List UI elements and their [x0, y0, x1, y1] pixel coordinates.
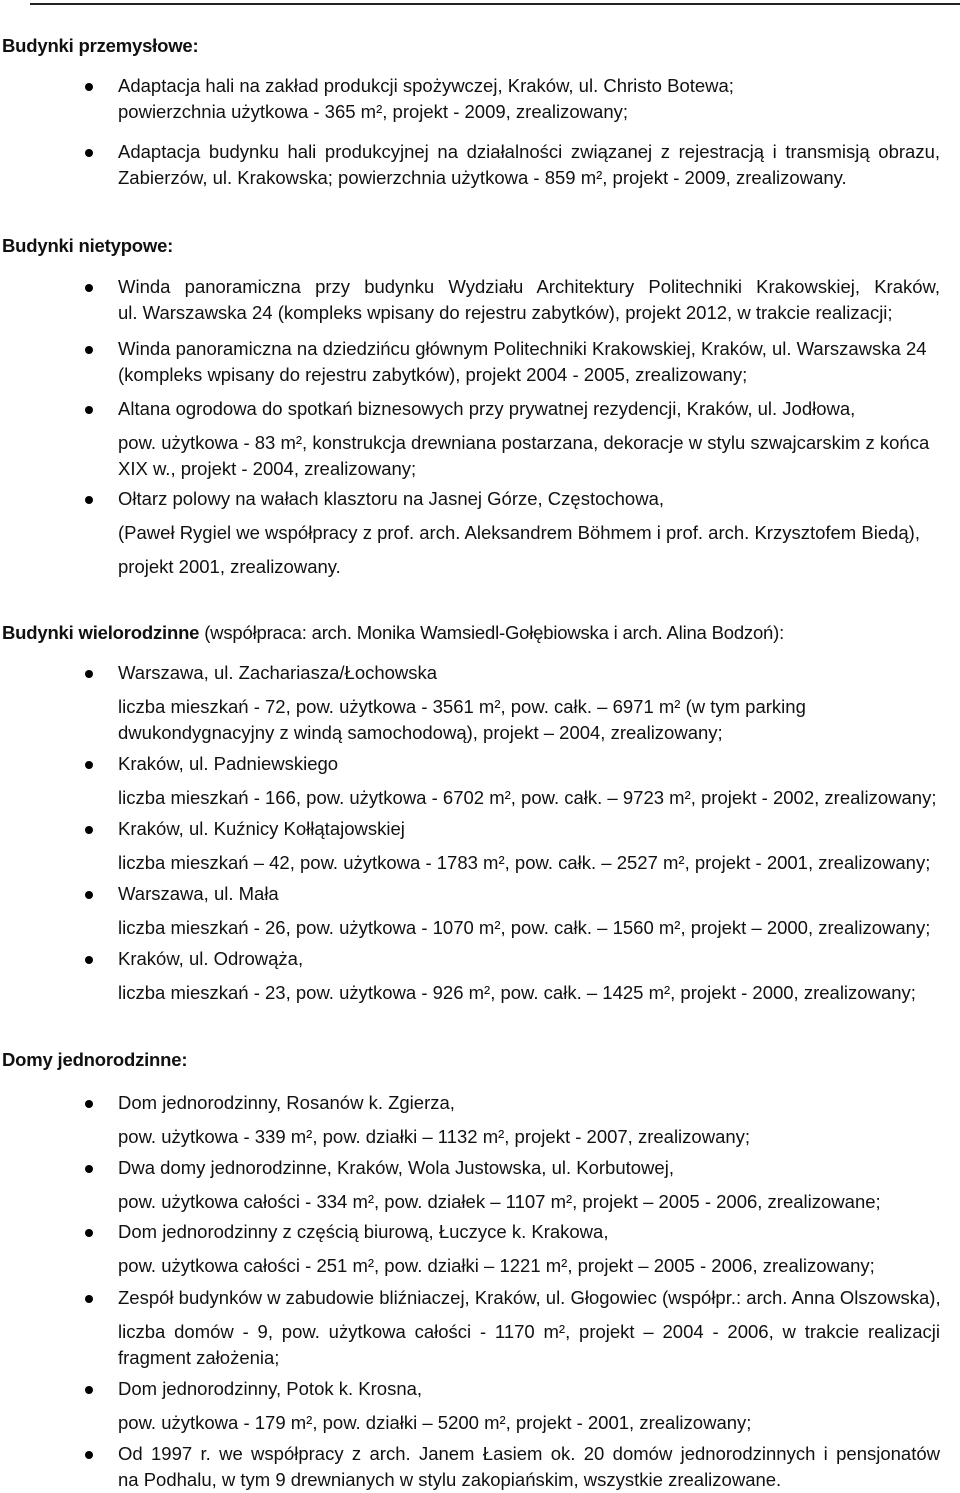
item-line: pow. użytkowa całości - 334 m², pow. działek – 1107 m², projekt – 2005 - 2006, zrealizowane;	[118, 1191, 881, 1212]
bullet-icon	[85, 956, 93, 964]
item-line: Adaptacja hali na zakład produkcji spożywczej, Kraków, ul. Christo Botewa;	[118, 75, 734, 96]
item-line: Od 1997 r. we współpracy z arch. Janem Łasiem ok. 20 domów jednorodzinnych i pensjonatów	[118, 1443, 940, 1464]
item-line: dwukondygnacyjny z windą samochodową), projekt – 2004, zrealizowany;	[118, 722, 723, 743]
item-line: Dom jednorodzinny, Potok k. Krosna,	[118, 1378, 423, 1399]
bullet-icon	[85, 1451, 93, 1459]
list-item	[118, 486, 940, 580]
bullet-icon	[85, 496, 93, 504]
bullet-icon	[85, 761, 93, 769]
list-item	[118, 751, 940, 811]
item-line: Kraków, ul. Kuźnicy Kołłątajowskiej	[118, 818, 405, 839]
section-heading-industrial: Budynki przemysłowe:	[2, 35, 199, 56]
item-line: Dom jednorodzinny z częścią biurową, Łuczyce k. Krakowa,	[118, 1221, 609, 1242]
list-item	[118, 881, 940, 941]
item-line: pow. użytkowa całości - 251 m², pow. działki – 1221 m², projekt – 2005 - 2006, zrealizowany;	[118, 1255, 875, 1276]
list-item	[118, 1376, 940, 1436]
item-line: liczba mieszkań - 166, pow. użytkowa - 6702 m², pow. całk. – 9723 m², projekt - 2002, zrealizowany;	[118, 787, 937, 808]
bullet-icon	[85, 1100, 93, 1108]
item-line: Winda panoramiczna przy budynku Wydziału Architektury Politechniki Krakowskiej, Kraków,	[118, 276, 940, 297]
list-item	[118, 660, 940, 746]
item-line: fragment założenia;	[118, 1347, 280, 1368]
item-line: (Paweł Rygiel we współpracy z prof. arch. Aleksandrem Böhmem i prof. arch. Krzysztofem Biedą),	[118, 522, 920, 543]
item-line: Adaptacja budynku hali produkcyjnej na działalności związanej z rejestracją i transmisją obrazu,	[118, 141, 940, 162]
item-line: liczba mieszkań - 23, pow. użytkowa - 926 m², pow. całk. – 1425 m², projekt - 2000, zrealizowany;	[118, 982, 916, 1003]
bullet-icon	[85, 406, 93, 414]
list-item	[118, 139, 940, 191]
section-heading-text: Budynki wielorodzinne	[2, 622, 200, 643]
section-heading-unusual: Budynki nietypowe:	[2, 235, 174, 256]
item-line: (kompleks wpisany do rejestru zabytków), projekt 2004 - 2005, zrealizowany;	[118, 364, 748, 385]
bullet-icon	[85, 891, 93, 899]
item-line: pow. użytkowa - 179 m², pow. działki – 5200 m², projekt - 2001, zrealizowany;	[118, 1412, 752, 1433]
list-item	[118, 73, 940, 125]
top-rule	[30, 3, 960, 5]
item-line: Winda panoramiczna na dziedzińcu głównym Politechniki Krakowskiej, Kraków, ul. Warszawska 24	[118, 338, 927, 359]
bullet-icon	[85, 670, 93, 678]
item-line: liczba mieszkań – 42, pow. użytkowa - 1783 m², pow. całk. – 2527 m², projekt - 2001, zrealizowany;	[118, 852, 931, 873]
list-item	[118, 946, 940, 1006]
list-item	[118, 1155, 940, 1215]
item-line: liczba mieszkań - 72, pow. użytkowa - 3561 m², pow. całk. – 6971 m² (w tym parking	[118, 696, 806, 717]
item-line: na Podhalu, w tym 9 drewnianych w stylu zakopiańskim, wszystkie zrealizowane.	[118, 1469, 782, 1490]
bullet-icon	[85, 83, 93, 91]
item-line: Warszawa, ul. Mała	[118, 883, 279, 904]
bullet-icon	[85, 1295, 93, 1303]
item-line: Altana ogrodowa do spotkań biznesowych przy prywatnej rezydencji, Kraków, ul. Jodłowa,	[118, 398, 856, 419]
list-item	[118, 1090, 940, 1150]
item-line: pow. użytkowa - 83 m², konstrukcja drewniana postarzana, dekoracje w stylu szwajcarskim z końca	[118, 432, 930, 453]
item-line: Ołtarz polowy na wałach klasztoru na Jasnej Górze, Częstochowa,	[118, 488, 665, 509]
bullet-icon	[85, 346, 93, 354]
bullet-icon	[85, 826, 93, 834]
list-item	[118, 1285, 940, 1371]
item-line: Zabierzów, ul. Krakowska; powierzchnia użytkowa - 859 m², projekt - 2009, zrealizowany.	[118, 167, 847, 188]
item-line: ul. Warszawska 24 (kompleks wpisany do rejestru zabytków), projekt 2012, w trakcie realizacji;	[118, 302, 893, 323]
item-line: powierzchnia użytkowa - 365 m², projekt - 2009, zrealizowany;	[118, 101, 629, 122]
bullet-icon	[85, 1386, 93, 1394]
bullet-icon	[85, 1229, 93, 1237]
item-line: projekt 2001, zrealizowany.	[118, 556, 341, 577]
section-heading-single-family: Domy jednorodzinne:	[2, 1049, 188, 1070]
item-line: Warszawa, ul. Zachariasza/Łochowska	[118, 662, 438, 683]
item-line: liczba mieszkań - 26, pow. użytkowa - 1070 m², pow. całk. – 1560 m², projekt – 2000, zrealizowany;	[118, 917, 931, 938]
list-item	[118, 1219, 940, 1279]
item-line: liczba domów - 9, pow. użytkowa całości - 1170 m², projekt – 2004 - 2006, w trakcie realizacji	[118, 1321, 940, 1342]
section-heading-multifamily	[2, 622, 784, 644]
list-item	[118, 274, 940, 326]
bullet-icon	[85, 284, 93, 292]
bullet-icon	[85, 149, 93, 157]
item-line: Kraków, ul. Padniewskiego	[118, 753, 339, 774]
item-line: Kraków, ul. Odrowąża,	[118, 948, 304, 969]
list-item	[118, 816, 940, 876]
item-line: pow. użytkowa - 339 m², pow. działki – 1132 m², projekt - 2007, zrealizowany;	[118, 1126, 751, 1147]
item-line: XIX w., projekt - 2004, zrealizowany;	[118, 458, 417, 479]
section-heading-note: (współpraca: arch. Monika Wamsiedl-Gołębiowska i arch. Alina Bodzoń):	[204, 622, 785, 643]
item-line: Dwa domy jednorodzinne, Kraków, Wola Justowska, ul. Korbutowej,	[118, 1157, 674, 1178]
list-item	[118, 1441, 940, 1493]
bullet-icon	[85, 1165, 93, 1173]
item-line: Dom jednorodzinny, Rosanów k. Zgierza,	[118, 1092, 455, 1113]
item-line: Zespół budynków w zabudowie bliźniaczej, Kraków, ul. Głogowiec (współpr.: arch. Anna Olszowska),	[118, 1287, 941, 1308]
list-item	[118, 336, 940, 388]
list-item	[118, 396, 940, 482]
